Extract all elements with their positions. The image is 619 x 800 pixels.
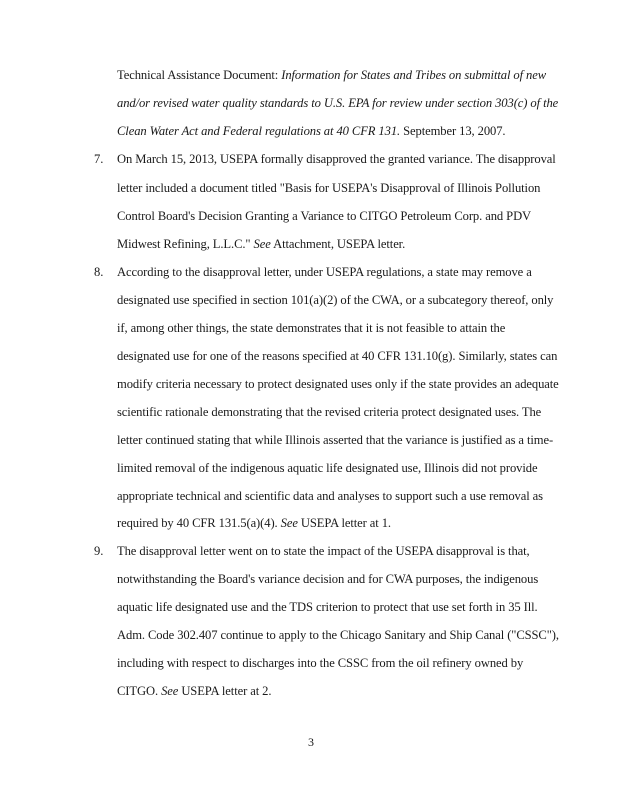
p8-line-10 xyxy=(117,515,391,531)
p6-line-1-italic: Information for States and Tribes on submittal of new xyxy=(281,68,547,82)
p6-line-2: and/or revised water quality standards to U.S. EPA for review under section 303(c) of the xyxy=(117,96,559,110)
paragraph-number-9: 9. xyxy=(94,544,104,558)
p7-line-4 xyxy=(117,236,405,252)
p9-line-3: aquatic life designated use and the TDS criterion to protect that use set forth in 35 Ill. xyxy=(117,600,538,614)
p9-line-6-tail: USEPA letter at 2. xyxy=(178,684,272,698)
p9-line-6-italic: See xyxy=(161,684,179,698)
p7-line-4-tail: Attachment, USEPA letter. xyxy=(270,237,406,251)
p6-line-1-text: Technical Assistance Document: xyxy=(117,68,282,82)
p9-line-5: including with respect to discharges into the CSSC from the oil refinery owned by xyxy=(117,656,524,670)
p9-line-6-text: CITGO. xyxy=(117,684,162,698)
p8-line-6: scientific rationale demonstrating that the revised criteria protect designated uses. The xyxy=(117,405,542,419)
p6-line-3-text: September 13, 2007. xyxy=(400,124,506,138)
p7-line-1: On March 15, 2013, USEPA formally disapproved the granted variance. The disapproval xyxy=(117,152,556,166)
p8-line-8: limited removal of the indigenous aquatic life designated use, Illinois did not provide xyxy=(117,461,538,475)
p6-line-3 xyxy=(117,123,505,139)
page-number: 3 xyxy=(308,735,314,749)
p8-line-9: appropriate technical and scientific data and analyses to support such a use removal as xyxy=(117,489,543,503)
p6-line-1 xyxy=(117,67,546,83)
p6-line-3-italic: Clean Water Act and Federal regulations at 40 CFR 131. xyxy=(117,124,401,138)
p7-line-4-text: Midwest Refining, L.L.C." xyxy=(117,237,254,251)
paragraph-number-7: 7. xyxy=(94,152,104,166)
p8-line-1: According to the disapproval letter, under USEPA regulations, a state may remove a xyxy=(117,265,532,279)
p8-line-10-text: required by 40 CFR 131.5(a)(4). xyxy=(117,516,281,530)
paragraph-number-8: 8. xyxy=(94,265,104,279)
p8-line-2: designated use specified in section 101(a)(2) of the CWA, or a subcategory thereof, only xyxy=(117,293,554,307)
p8-line-10-tail: USEPA letter at 1. xyxy=(297,516,391,530)
p9-line-1: The disapproval letter went on to state the impact of the USEPA disapproval is that, xyxy=(117,544,530,558)
p9-line-4: Adm. Code 302.407 continue to apply to the Chicago Sanitary and Ship Canal ("CSSC"), xyxy=(117,628,559,642)
p8-line-3: if, among other things, the state demonstrates that it is not feasible to attain the xyxy=(117,321,506,335)
p7-line-3: Control Board's Decision Granting a Variance to CITGO Petroleum Corp. and PDV xyxy=(117,209,532,223)
p8-line-4: designated use for one of the reasons specified at 40 CFR 131.10(g). Similarly, states can xyxy=(117,349,558,363)
p7-line-2: letter included a document titled "Basis for USEPA's Disapproval of Illinois Pollution xyxy=(117,181,541,195)
p7-line-4-italic: See xyxy=(253,237,271,251)
p9-line-2: notwithstanding the Board's variance decision and for CWA purposes, the indigenous xyxy=(117,572,539,586)
p8-line-10-italic: See xyxy=(280,516,298,530)
p9-line-6 xyxy=(117,683,271,699)
p8-line-5: modify criteria necessary to protect designated uses only if the state provides an adequate xyxy=(117,377,559,391)
p8-line-7: letter continued stating that while Illinois asserted that the variance is justified as a time- xyxy=(117,433,554,447)
